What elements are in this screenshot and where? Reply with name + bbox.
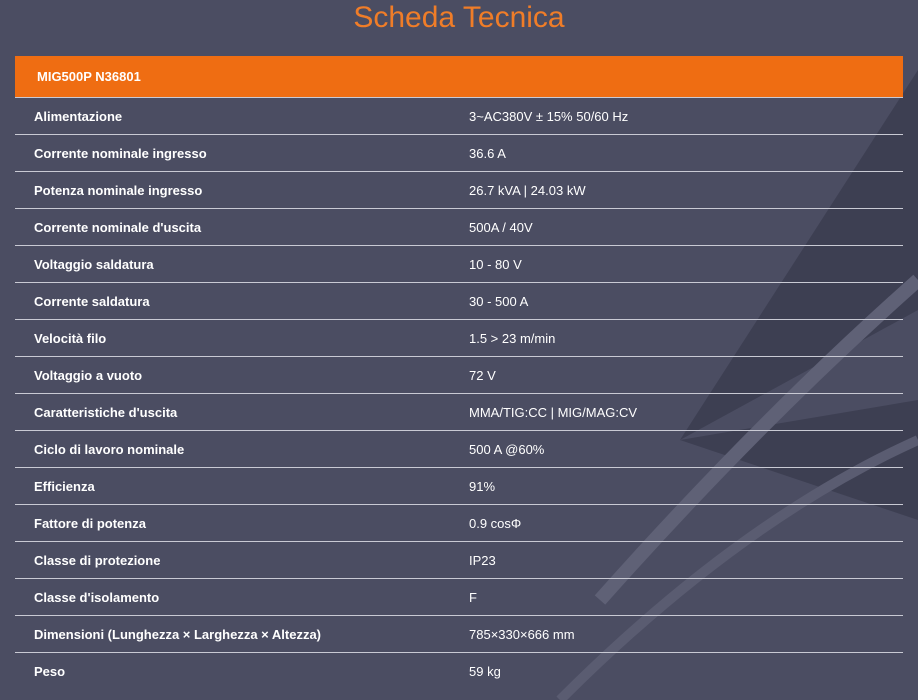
row-value: 36.6 A: [469, 135, 903, 172]
table-row: [15, 542, 903, 579]
spec-table: [15, 56, 903, 689]
table-row: [15, 505, 903, 542]
row-value: 1.5 > 23 m/min: [469, 320, 903, 357]
row-value: IP23: [469, 542, 903, 579]
row-value: 500A / 40V: [469, 209, 903, 246]
row-label: Classe di protezione: [15, 542, 469, 579]
table-header-row: [15, 56, 903, 98]
table-row: [15, 394, 903, 431]
table-row: [15, 357, 903, 394]
row-label: Efficienza: [15, 468, 469, 505]
table-row: [15, 246, 903, 283]
row-value: 91%: [469, 468, 903, 505]
table-row: [15, 98, 903, 135]
table-row: [15, 320, 903, 357]
row-label: Ciclo di lavoro nominale: [15, 431, 469, 468]
row-label: Fattore di potenza: [15, 505, 469, 542]
table-row: [15, 172, 903, 209]
row-value: 3~AC380V ± 15% 50/60 Hz: [469, 98, 903, 135]
row-value: 10 - 80 V: [469, 246, 903, 283]
table-row: [15, 653, 903, 690]
row-label: Caratteristiche d'uscita: [15, 394, 469, 431]
table-header: MIG500P N36801: [15, 56, 903, 98]
row-value: 0.9 cosΦ: [469, 505, 903, 542]
table-row: [15, 209, 903, 246]
row-label: Dimensioni (Lunghezza × Larghezza × Altezza): [15, 616, 469, 653]
row-label: Alimentazione: [15, 98, 469, 135]
row-value: 785×330×666 mm: [469, 616, 903, 653]
row-label: Corrente saldatura: [15, 283, 469, 320]
row-value: 59 kg: [469, 653, 903, 690]
row-value: F: [469, 579, 903, 616]
row-label: Voltaggio a vuoto: [15, 357, 469, 394]
row-label: Peso: [15, 653, 469, 690]
table-row: [15, 283, 903, 320]
table-row: [15, 616, 903, 653]
row-label: Voltaggio saldatura: [15, 246, 469, 283]
row-value: 30 - 500 A: [469, 283, 903, 320]
row-label: Velocità filo: [15, 320, 469, 357]
page-title: Scheda Tecnica: [353, 1, 565, 34]
row-label: Classe d'isolamento: [15, 579, 469, 616]
row-value: 500 A @60%: [469, 431, 903, 468]
row-label: Corrente nominale ingresso: [15, 135, 469, 172]
row-value: 26.7 kVA | 24.03 kW: [469, 172, 903, 209]
table-row: [15, 431, 903, 468]
row-value: 72 V: [469, 357, 903, 394]
table-row: [15, 135, 903, 172]
row-label: Corrente nominale d'uscita: [15, 209, 469, 246]
table-row: [15, 579, 903, 616]
row-label: Potenza nominale ingresso: [15, 172, 469, 209]
table-row: [15, 468, 903, 505]
row-value: MMA/TIG:CC | MIG/MAG:CV: [469, 394, 903, 431]
